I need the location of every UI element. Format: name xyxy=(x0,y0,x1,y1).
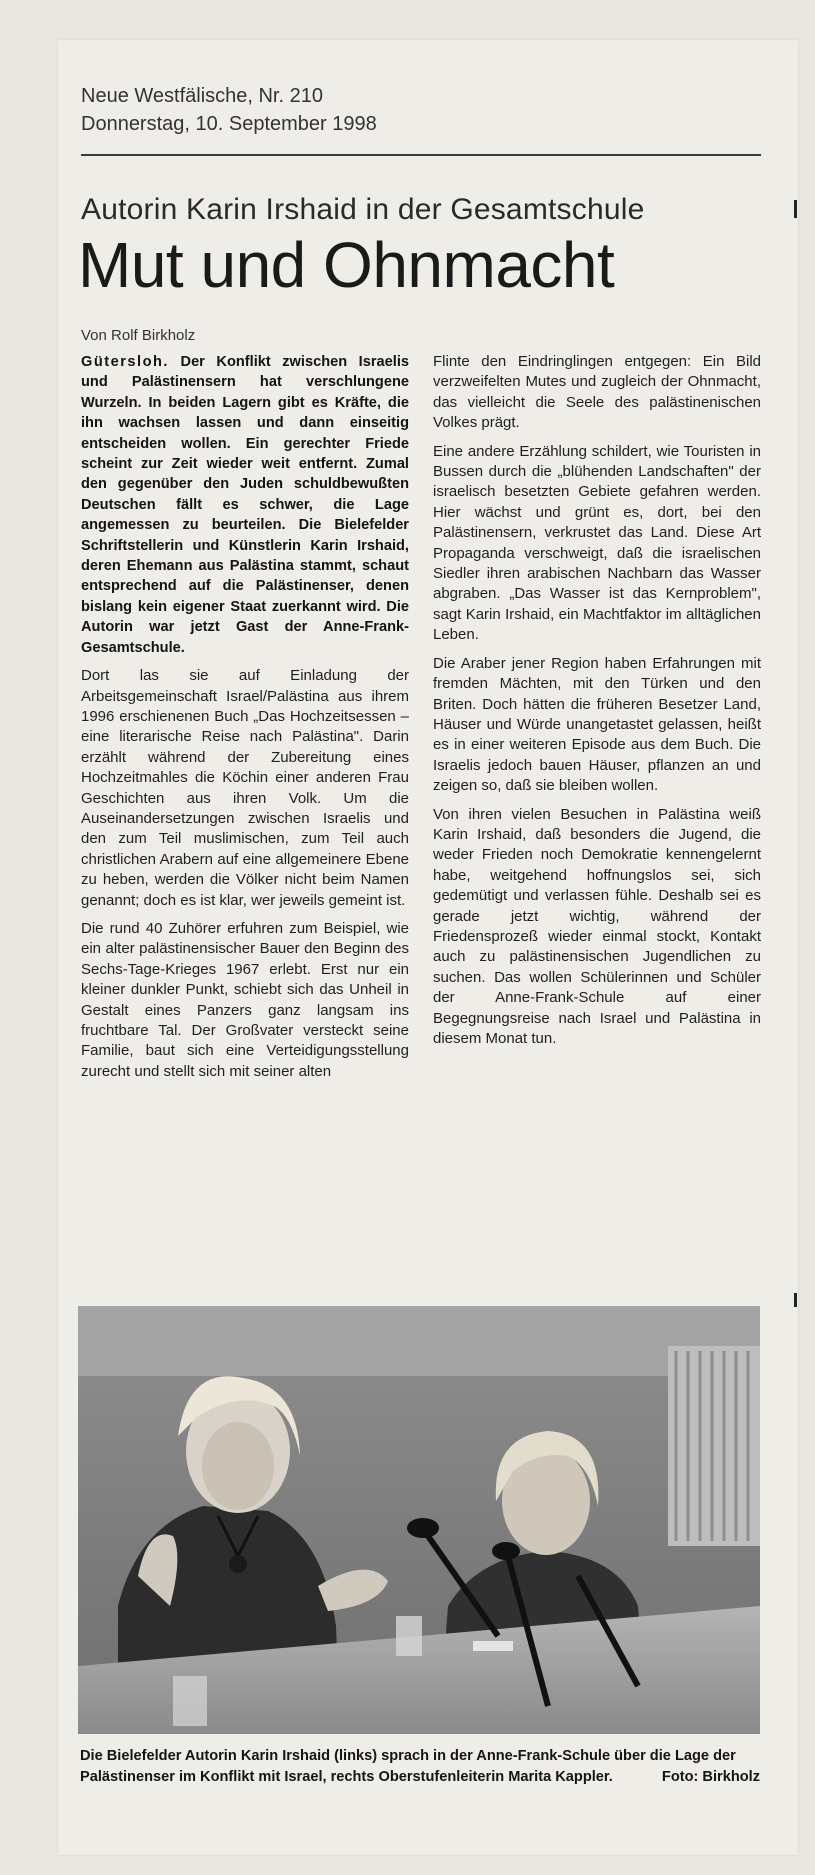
photo-caption xyxy=(80,1746,760,1788)
article-photo xyxy=(78,1306,760,1734)
paragraph: Die Araber jener Region haben Erfahrungen mit fremden Mächten, mit den Türken und den Briten. Doch hätten die früheren Besetzer Land, Häuser und Würde unangetastet gelassen, heißt es in einer weiteren Episode aus dem Buch. Die Israelis jedoch bauen Häuser, pflanzen an und zeigen so, daß sie bleiben wollen. xyxy=(433,654,761,795)
paragraph: Flinte den Eindringlingen entgegen: Ein Bild verzweifelten Mutes und zugleich der Ohnmacht, das vielleicht die Seele des palästinenischen Volkes prägt. xyxy=(433,353,761,432)
article-column-right xyxy=(433,352,761,1057)
paragraph: Eine andere Erzählung schildert, wie Touristen in Bussen durch die „blühenden Landschaften" der israelisch besetzten Gebiete gefahren werden. Hier wächst und grünt es, dort, bei den Palästinensern, verkrustet das Land. Diese Art Propaganda verschweigt, daß die israelischen Siedler ihren arabischen Nachbarn das Wasser abgraben. „Das Wasser ist das Kernproblem", sagt Karin Irshaid, ein Machtfaktor im alltäglichen Leben. xyxy=(433,442,761,644)
article-byline: Von Rolf Birkholz xyxy=(81,327,196,344)
dateline: Gütersloh. xyxy=(81,354,169,370)
caption-text: Die Bielefelder Autorin Karin Irshaid (links) sprach in der Anne-Frank-Schule über die Lage der Palästinenser im Konflikt mit Israel, rechts Oberstufenleiterin Marita Kappler. xyxy=(80,1748,736,1785)
article-headline: Mut und Ohnmacht xyxy=(78,229,615,301)
scan-artifact xyxy=(794,1293,797,1307)
article-lead xyxy=(81,352,409,658)
paragraph: Von ihren vielen Besuchen in Palästina weiß Karin Irshaid, daß besonders die Jugend, die weder Frieden noch Demokratie kennengelernt habe, weitgehend hoffnungslos sei, sich gedemütigt und verlassen fühle. Deshalb sei es gerade jetzt wichtig, während der Friedensprozeß wieder einmal stockt, Kontakt auch zu palästinensischen Jugendlichen zu suchen. Das wollen Schülerinnen und Schüler der Anne-Frank-Schule auf einer Begegnungsreise nach Israel und Palästina in diesem Monat tun. xyxy=(433,805,761,1047)
article-column-left xyxy=(81,352,409,1090)
publication-date: Donnerstag, 10. September 1998 xyxy=(81,113,377,135)
photo-credit: Foto: Birkholz xyxy=(661,1769,760,1785)
header-divider xyxy=(81,154,761,156)
photo-illustration xyxy=(78,1306,760,1734)
show-through-from-reverse-side xyxy=(620,210,790,360)
article-kicker: Autorin Karin Irshaid in der Gesamtschule xyxy=(81,193,645,226)
paragraph: Dort las sie auf Einladung der Arbeitsgemeinschaft Israel/Palästina aus ihrem 1996 erschienenen Buch „Das Hochzeitsessen – eine literarische Reise nach Palästina". Darin erzählt während der Zubereitung eines Hochzeitmahles die Köchin einer anderen Frau Geschichten aus ihren Volk. Um die Auseinandersetzungen zwischen Israelis und den zum Teil muslimischen, zum Teil auch christlichen Arabern auf eine allgemeinere Ebene zu heben, werden die Völker nicht beim Namen genannt; doch es ist klar, wer jeweils gemeint ist. xyxy=(81,667,409,909)
publication-info xyxy=(81,82,377,138)
newspaper-name: Neue Westfälische, Nr. 210 xyxy=(81,85,323,107)
scan-artifact xyxy=(794,200,797,218)
lead-text: Der Konflikt zwischen Israelis und Palästinensern hat verschlungene Wurzeln. In beiden Lagern gibt es Kräfte, die ihn wachsen lassen und dann einseitig entscheiden wollen. Ein gerechter Friede scheint zur Zeit wieder weit entfernt. Zumal den gegenüber den Juden schuldbewußten Deutschen fällt es schwer, die Lage angemessen zu beurteilen. Die Bielefelder Schriftstellerin und Künstlerin Karin Irshaid, deren Ehemann aus Palästina stammt, schaut entsprechend auf die Palästinenser, denen bislang kein eigener Staat zuerkannt wird. Die Autorin war jetzt Gast der Anne-Frank-Gesamtschule. xyxy=(81,354,409,656)
paragraph: Die rund 40 Zuhörer erfuhren zum Beispiel, wie ein alter palästinensischer Bauer den Beginn des Sechs-Tage-Krieges 1967 erlebt. Erst nur ein kleiner dunkler Punkt, schiebt sich das Unheil in Gestalt eines Panzers ganz langsam ins fruchtbare Tal. Der Großvater versteckt seine Familie, baut sich eine Verteidigungsstellung zurecht und stellt sich mit seiner alten xyxy=(81,919,409,1080)
